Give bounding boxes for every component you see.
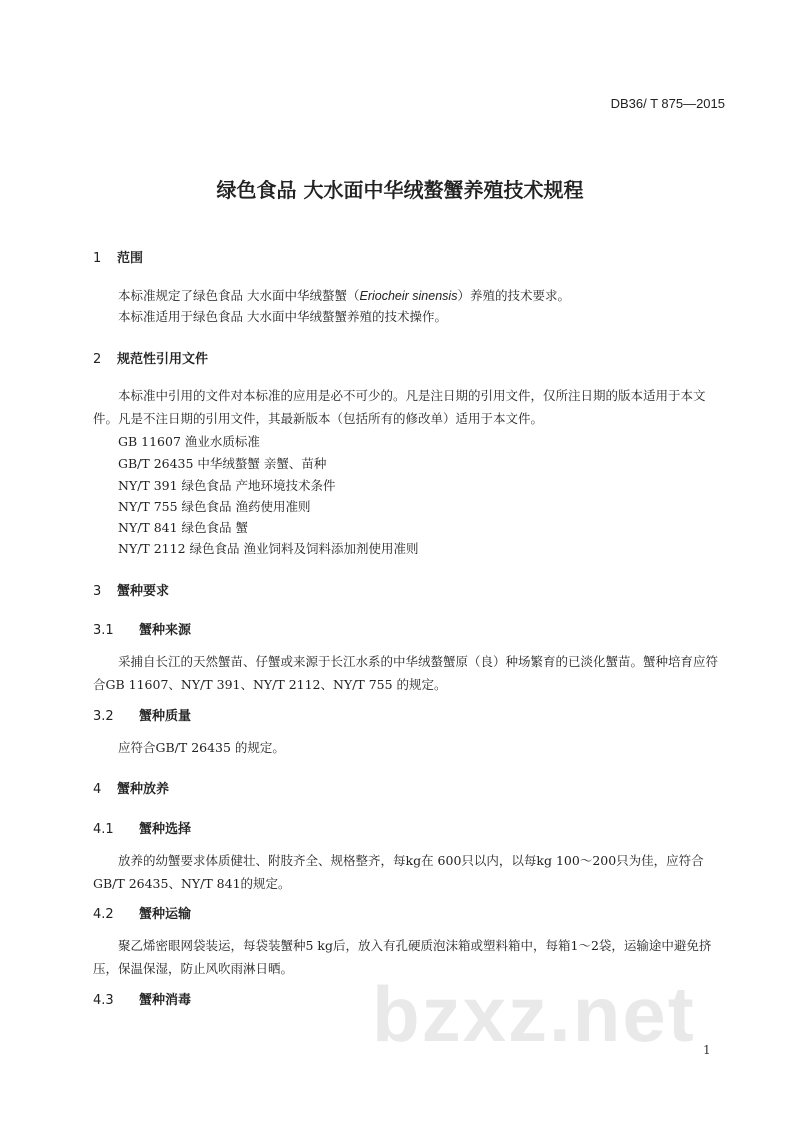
subsection-4-2-text: 聚乙烯密眼网袋装运，每袋装蟹种5 kg后，放入有孔硬质泡沫箱或塑料箱中，每箱1～2袋，运输途中避免挤压，保温保湿，防止风吹雨淋日晒。	[93, 938, 712, 976]
subsection-number: 4.1	[93, 822, 114, 837]
subsection-4-1-text: 放养的幼蟹要求体质健壮、附肢齐全、规格整齐，每kg在 600只以内，以每kg 100～200只为佳，应符合GB/T 26435、NY/T 841的规定。	[93, 853, 704, 891]
subsection-number: 3.1	[93, 623, 114, 638]
section-2-heading	[93, 348, 208, 367]
reference-item: NY/T 755 绿色食品 渔药使用准则	[118, 499, 311, 514]
subsection-number: 3.2	[93, 709, 114, 724]
subsection-4-3-heading	[93, 989, 191, 1008]
subsection-number: 4.2	[93, 907, 114, 922]
section-1-paragraph-2: 本标准适用于绿色食品 大水面中华绒螯蟹养殖的技术操作。	[118, 309, 447, 324]
reference-item: GB 11607 渔业水质标准	[118, 434, 260, 449]
paragraph-text: ）养殖的技术要求。	[457, 288, 570, 303]
section-number: 2	[93, 352, 102, 367]
watermark: bzxz.net	[372, 970, 696, 1058]
section-title: 蟹种放养	[117, 782, 170, 797]
subsection-title: 蟹种选择	[139, 822, 192, 837]
reference-item: GB/T 26435 中华绒螯蟹 亲蟹、苗种	[118, 456, 327, 471]
section-title: 蟹种要求	[117, 584, 170, 599]
section-title: 范围	[117, 251, 144, 266]
reference-item: NY/T 391 绿色食品 产地环境技术条件	[118, 478, 336, 493]
subsection-3-1-text: 采捕自长江的天然蟹苗、仔蟹或来源于长江水系的中华绒螯蟹原（良）种场繁育的已淡化蟹苗。蟹种培育应符合GB 11607、NY/T 391、NY/T 2112、NY/T 755 的规定。	[93, 654, 719, 692]
reference-item: NY/T 841 绿色食品 蟹	[118, 520, 249, 535]
subsection-4-2-heading	[93, 903, 191, 922]
page-number: 1	[703, 1043, 711, 1057]
subsection-title: 蟹种消毒	[139, 993, 192, 1008]
latin-species-name: Eriocheir sinensis	[359, 289, 458, 303]
subsection-3-2-text: 应符合GB/T 26435 的规定。	[118, 740, 285, 755]
subsection-title: 蟹种来源	[139, 623, 192, 638]
section-2-intro: 本标准中引用的文件对本标准的应用是必不可少的。凡是注日期的引用文件，仅所注日期的版本适用于本文件。凡是不注日期的引用文件，其最新版本（包括所有的修改单）适用于本文件。	[93, 388, 706, 426]
subsection-3-2-heading	[93, 705, 191, 724]
section-number: 3	[93, 584, 102, 599]
section-title: 规范性引用文件	[117, 352, 209, 367]
section-3-heading	[93, 580, 169, 599]
section-number: 1	[93, 251, 102, 266]
document-title: 绿色食品 大水面中华绒螯蟹养殖技术规程	[216, 178, 584, 202]
subsection-3-1-heading	[93, 619, 191, 638]
subsection-4-1-heading	[93, 818, 191, 837]
document-number: DB36/ T 875—2015	[610, 96, 725, 111]
subsection-title: 蟹种质量	[139, 709, 192, 724]
section-4-heading	[93, 778, 169, 797]
subsection-number: 4.3	[93, 993, 114, 1008]
section-1-heading	[93, 247, 143, 266]
reference-item: NY/T 2112 绿色食品 渔业饲料及饲料添加剂使用准则	[118, 541, 419, 556]
paragraph-text: 本标准规定了绿色食品 大水面中华绒螯蟹（	[118, 288, 360, 303]
section-number: 4	[93, 782, 102, 797]
subsection-title: 蟹种运输	[139, 907, 192, 922]
